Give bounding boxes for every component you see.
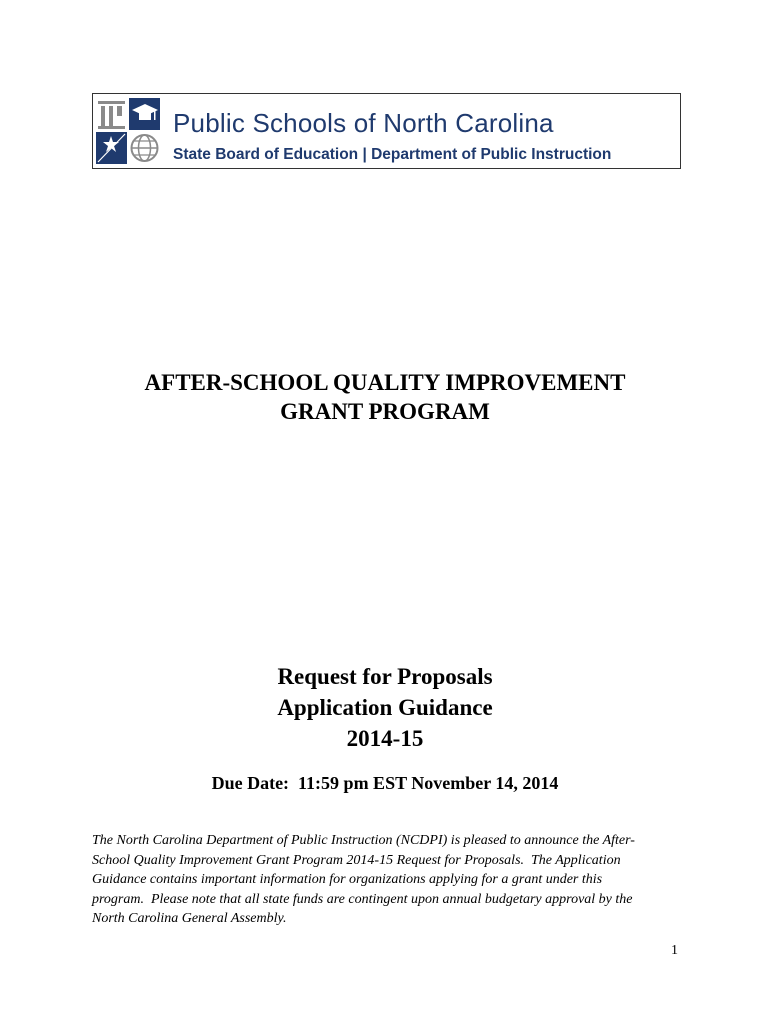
due-date: Due Date: 11:59 pm EST November 14, 2014 [211, 773, 559, 793]
rfp-line: Application Guidance [277, 695, 493, 720]
intro-line: program. Please note that all state funds are contingent upon annual budgetary approval by the [92, 891, 633, 907]
intro-line: Guidance contains important information for organizations applying for a grant under this [92, 872, 603, 887]
title-line: AFTER-SCHOOL QUALITY IMPROVEMENT [144, 370, 626, 395]
intro-line: School Quality Improvement Grant Program 2014-15 Request for Proposals. The Application [92, 852, 621, 868]
header-subtitle: State Board of Education | Department of Public Instruction [173, 146, 612, 163]
rfp-year: 2014-15 [346, 726, 424, 751]
rfp-heading [0, 661, 770, 754]
intro-line: North Carolina General Assembly. [92, 911, 287, 926]
title-line: GRANT PROGRAM [280, 399, 490, 424]
page-number: 1 [671, 943, 678, 958]
intro-paragraph [92, 831, 682, 929]
rfp-line: Request for Proposals [277, 664, 493, 689]
ncdpi-logo-icon [96, 98, 160, 164]
document-title [0, 368, 770, 426]
header-title: Public Schools of North Carolina [173, 108, 554, 138]
intro-line: The North Carolina Department of Public Instruction (NCDPI) is pleased to announce the After- [92, 833, 635, 848]
letterhead-banner [92, 93, 681, 169]
